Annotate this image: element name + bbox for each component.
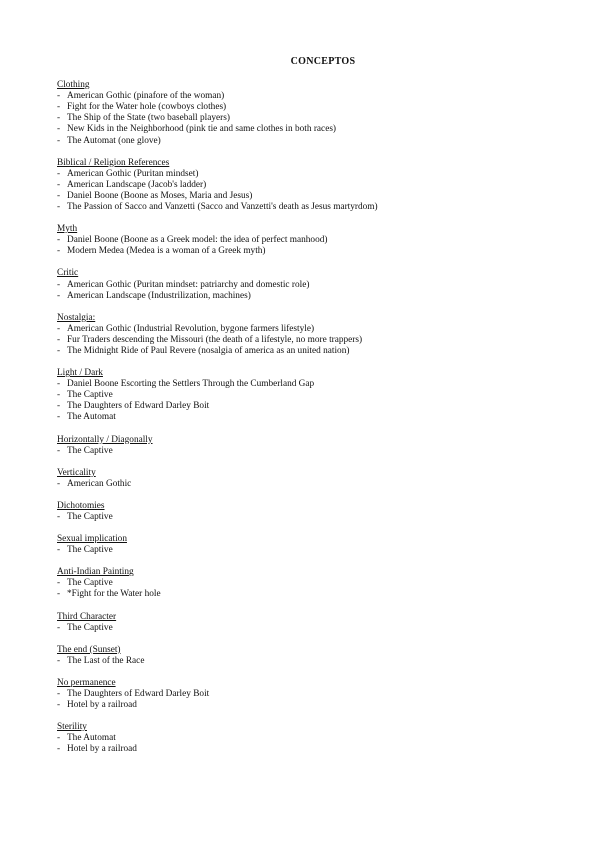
- bullet-dash: -: [57, 135, 61, 146]
- list-item-text: Fur Traders descending the Missouri (the death of a lifestyle, no more trappers): [67, 334, 363, 345]
- bullet-dash: -: [57, 545, 61, 556]
- list-item: [57, 656, 559, 667]
- section-heading: Critic: [57, 268, 79, 279]
- list-item: [57, 180, 559, 191]
- section-heading: Myth: [57, 224, 78, 235]
- list-item-text: Daniel Boone Escorting the Settlers Through the Cumberland Gap: [67, 379, 315, 390]
- concept-section: [57, 612, 559, 634]
- list-item-text: The Captive: [67, 578, 113, 589]
- list-item-text: The Passion of Sacco and Vanzetti (Sacco and Vanzetti's death as Jesus martyrdom): [67, 202, 378, 213]
- list-item: [57, 545, 559, 556]
- list-item: [57, 235, 559, 246]
- section-heading: Anti-Indian Painting: [57, 567, 134, 578]
- concept-section: [57, 158, 559, 213]
- list-item-text: The Captive: [67, 622, 113, 633]
- bullet-dash: -: [57, 700, 61, 711]
- list-item-text: American Landscape (Jacob's ladder): [67, 179, 207, 190]
- list-item-text: The Daughters of Edward Darley Boit: [67, 401, 210, 412]
- bullet-dash: -: [57, 246, 61, 257]
- list-item: [57, 202, 559, 213]
- list-item: [57, 169, 559, 180]
- section-heading: Light / Dark: [57, 368, 103, 379]
- list-item-text: New Kids in the Neighborhood (pink tie and same clothes in both races): [67, 124, 337, 135]
- bullet-dash: -: [57, 733, 61, 744]
- concept-section: [57, 268, 559, 301]
- bullet-dash: -: [57, 124, 61, 135]
- list-item-text: The Automat: [67, 733, 116, 744]
- bullet-dash: -: [57, 412, 61, 423]
- list-item-text: American Landscape (Industrilization, machines): [67, 290, 251, 301]
- concept-section: [57, 534, 559, 556]
- section-heading: Dichotomies: [57, 500, 105, 511]
- list-item-text: The Automat (one glove): [67, 135, 161, 146]
- list-item-text: American Gothic (Puritan mindset: patriarchy and domestic role): [67, 279, 310, 290]
- concept-section: [57, 468, 559, 490]
- list-item: [57, 280, 559, 291]
- list-item: [57, 390, 559, 401]
- section-heading: Sterility: [57, 722, 87, 733]
- bullet-dash: -: [57, 445, 61, 456]
- concept-section: [57, 313, 559, 357]
- section-heading: Biblical / Religion References: [57, 157, 170, 168]
- bullet-dash: -: [57, 279, 61, 290]
- list-item-text: The Captive: [67, 445, 113, 456]
- list-item: [57, 124, 559, 135]
- bullet-dash: -: [57, 390, 61, 401]
- list-item: [57, 113, 559, 124]
- list-item: [57, 512, 559, 523]
- list-item: [57, 733, 559, 744]
- list-item: [57, 291, 559, 302]
- list-item: [57, 191, 559, 202]
- concept-section: [57, 567, 559, 600]
- bullet-dash: -: [57, 744, 61, 755]
- bullet-dash: -: [57, 190, 61, 201]
- list-item: [57, 700, 559, 711]
- list-item: [57, 479, 559, 490]
- section-heading: Verticality: [57, 467, 96, 478]
- section-heading: No permanence: [57, 677, 116, 688]
- list-item: [57, 744, 559, 755]
- list-item-text: Hotel by a railroad: [67, 744, 137, 755]
- list-item: [57, 335, 559, 346]
- bullet-dash: -: [57, 113, 61, 124]
- concept-section: [57, 645, 559, 667]
- bullet-dash: -: [57, 655, 61, 666]
- list-item: [57, 246, 559, 257]
- bullet-dash: -: [57, 168, 61, 179]
- list-item: [57, 689, 559, 700]
- list-item-text: American Gothic (Puritan mindset): [67, 168, 199, 179]
- bullet-dash: -: [57, 379, 61, 390]
- section-heading: Third Character: [57, 611, 117, 622]
- bullet-dash: -: [57, 401, 61, 412]
- concept-list: [57, 80, 559, 755]
- document-title: CONCEPTOS: [290, 56, 356, 67]
- list-item-text: The Captive: [67, 512, 113, 522]
- list-item-text: The Automat: [67, 412, 116, 423]
- bullet-dash: -: [57, 91, 61, 102]
- list-item-text: The Daughters of Edward Darley Boit: [67, 689, 210, 700]
- concept-section: [57, 435, 559, 457]
- list-item-text: Modern Medea (Medea is a woman of a Greek myth): [67, 246, 266, 257]
- list-item-text: Daniel Boone (Boone as a Greek model: the idea of perfect manhood): [67, 235, 328, 246]
- bullet-dash: -: [57, 589, 61, 600]
- list-item-text: American Gothic (Industrial Revolution, bygone farmers lifestyle): [67, 323, 315, 334]
- list-item-text: The Ship of the State (two baseball players): [67, 113, 230, 124]
- list-item: [57, 412, 559, 423]
- concept-section: [57, 678, 559, 711]
- list-item-text: Hotel by a railroad: [67, 700, 137, 711]
- list-item: [57, 346, 559, 357]
- list-item: [57, 379, 559, 390]
- list-item: [57, 136, 559, 147]
- list-item: [57, 578, 559, 589]
- concept-section: [57, 368, 559, 423]
- bullet-dash: -: [57, 622, 61, 633]
- section-heading: The end (Sunset): [57, 644, 121, 655]
- concept-section: [57, 722, 559, 755]
- bullet-dash: -: [57, 290, 61, 301]
- list-item: [57, 102, 559, 113]
- concept-section: [57, 80, 559, 147]
- bullet-dash: -: [57, 578, 61, 589]
- bullet-dash: -: [57, 179, 61, 190]
- list-item-text: The Last of the Race: [67, 655, 145, 666]
- bullet-dash: -: [57, 334, 61, 345]
- list-item-text: The Midnight Ride of Paul Revere (nosalgia of america as an united nation): [67, 345, 350, 356]
- bullet-dash: -: [57, 235, 61, 246]
- list-item-text: The Captive: [67, 545, 113, 556]
- list-item: [57, 623, 559, 634]
- concept-section: [57, 224, 559, 257]
- section-heading: Horizontally / Diagonally: [57, 434, 153, 445]
- list-item-text: American Gothic: [67, 478, 132, 489]
- concept-section: [57, 501, 559, 523]
- bullet-dash: -: [57, 512, 61, 522]
- list-item: [57, 401, 559, 412]
- list-item-text: *Fight for the Water hole: [67, 589, 161, 600]
- list-item: [57, 324, 559, 335]
- list-item: [57, 589, 559, 600]
- bullet-dash: -: [57, 345, 61, 356]
- bullet-dash: -: [57, 323, 61, 334]
- list-item-text: The Captive: [67, 390, 113, 401]
- list-item-text: Fight for the Water hole (cowboys clothes): [67, 102, 227, 113]
- bullet-dash: -: [57, 689, 61, 700]
- section-heading: Nostalgia:: [57, 312, 96, 323]
- bullet-dash: -: [57, 202, 61, 213]
- list-item-text: American Gothic (pinafore of the woman): [67, 91, 225, 102]
- bullet-dash: -: [57, 478, 61, 489]
- section-heading: Sexual implication: [57, 534, 127, 545]
- bullet-dash: -: [57, 102, 61, 113]
- list-item: [57, 91, 559, 102]
- list-item: [57, 446, 559, 457]
- section-heading: Clothing: [57, 80, 90, 91]
- list-item-text: Daniel Boone (Boone as Moses, Maria and Jesus): [67, 190, 253, 201]
